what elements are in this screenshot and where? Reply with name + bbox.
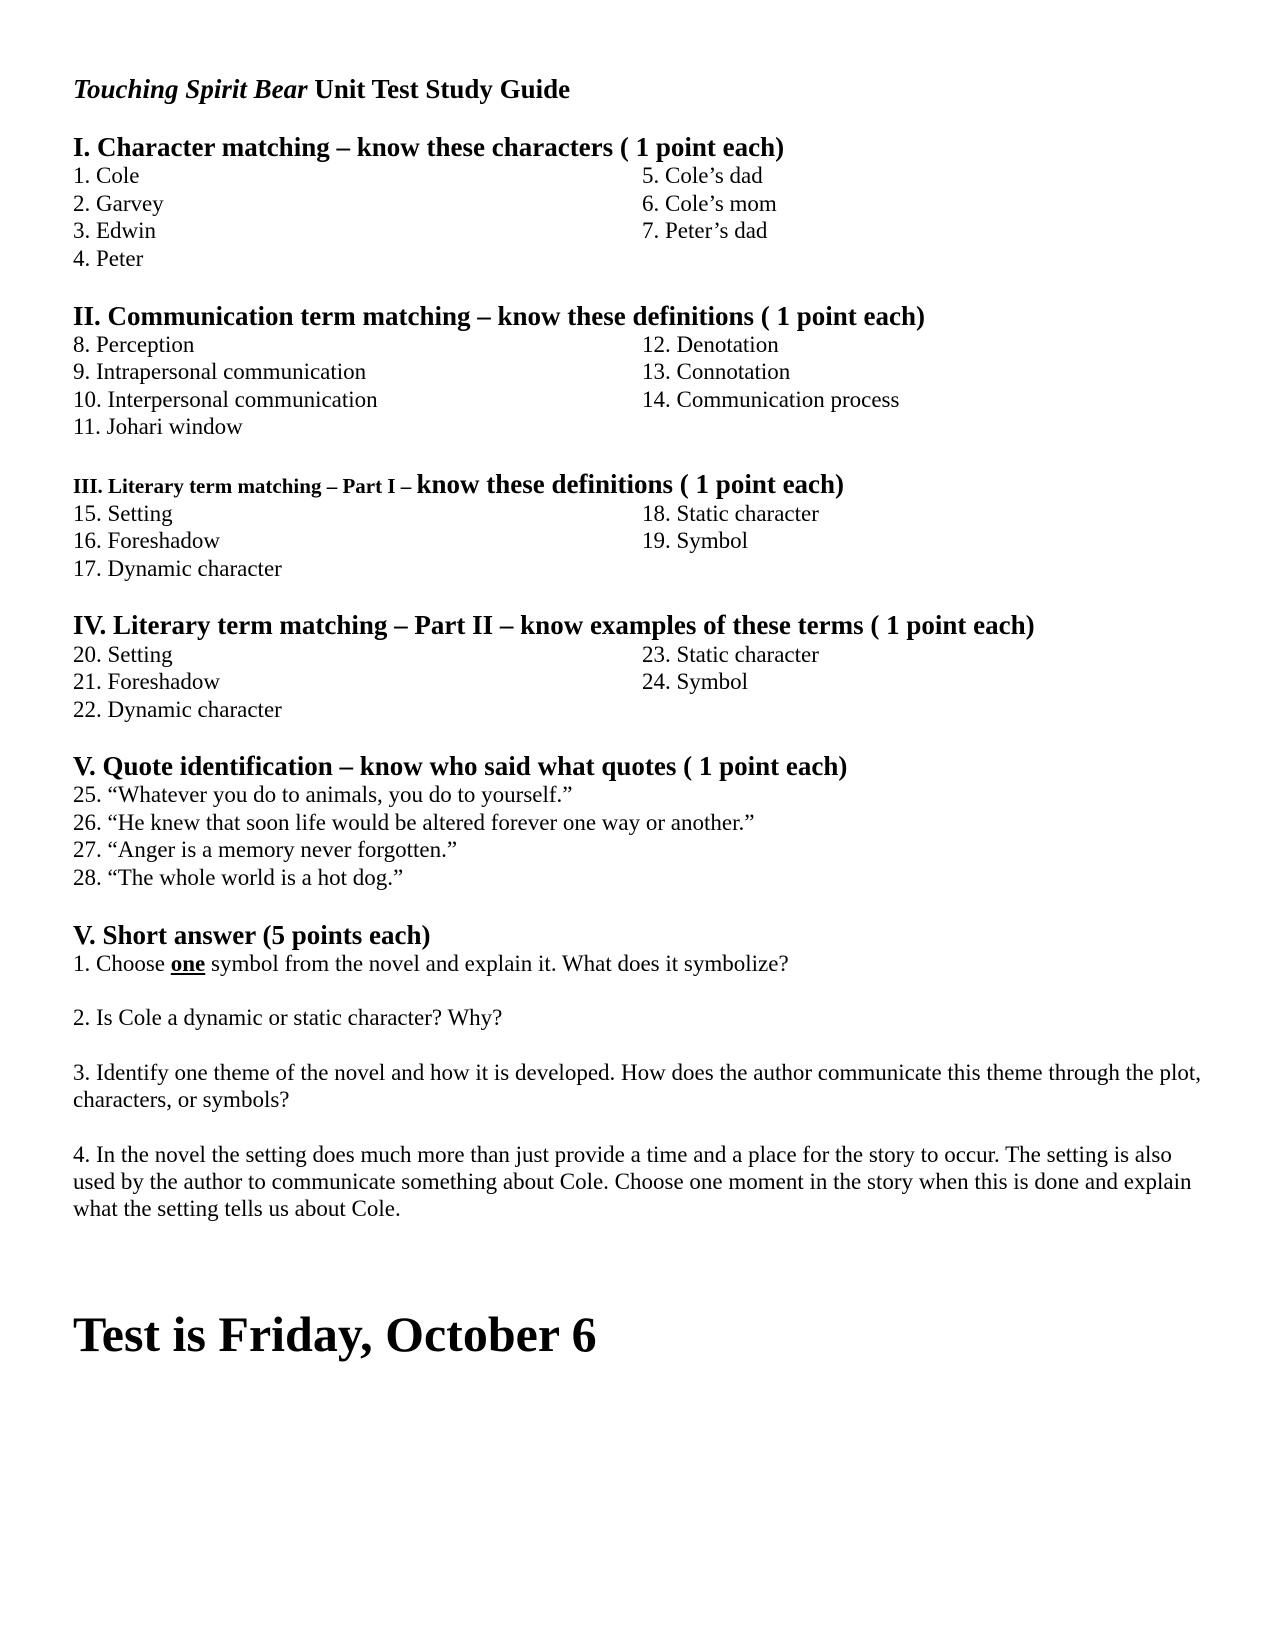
list-item: 20. Setting	[73, 642, 173, 667]
document-title	[73, 72, 570, 106]
q1-text-start: 1. Choose	[73, 951, 171, 976]
list-item: 23. Static character	[642, 642, 819, 667]
list-item: 11. Johari window	[73, 414, 243, 439]
quote-item: 26. “He knew that soon life would be altered forever one way or another.”	[73, 810, 755, 835]
short-answer-question-4: 4. In the novel the setting does much more than just provide a time and a place for the story to occur. The setting is also used by the author to communicate something about Cole. Choose one moment in the story when this is done and explain what the setting tells us about Cole.	[73, 1142, 1192, 1221]
short-answer-heading: V. Short answer (5 points each)	[73, 920, 431, 950]
q1-text-end: symbol from the novel and explain it. What does it symbolize?	[205, 951, 789, 976]
test-date-banner: Test is Friday, October 6	[73, 1306, 597, 1362]
list-item: 24. Symbol	[642, 669, 749, 694]
list-item: 15. Setting	[73, 501, 173, 526]
list-item: 9. Intrapersonal communication	[73, 359, 367, 384]
list-item: 3. Edwin	[73, 218, 157, 243]
list-item: 13. Connotation	[642, 359, 791, 384]
list-item: 22. Dynamic character	[73, 697, 282, 722]
list-item: 1. Cole	[73, 163, 140, 188]
section-1-heading: I. Character matching – know these characters ( 1 point each)	[73, 132, 785, 162]
section-4-heading: IV. Literary term matching – Part II – know examples of these terms ( 1 point each)	[73, 610, 1035, 640]
section-2-heading: II. Communication term matching – know these definitions ( 1 point each)	[73, 301, 926, 331]
list-item: 7. Peter’s dad	[642, 218, 768, 243]
q1-emphasis: one	[170, 951, 206, 976]
list-item: 12. Denotation	[642, 332, 779, 357]
short-answer-question-3: 3. Identify one theme of the novel and how it is developed. How does the author communicate this theme through the plot, characters, or symbols?	[73, 1060, 1202, 1112]
title-rest: Unit Test Study Guide	[307, 74, 571, 104]
title-book-name: Touching Spirit Bear	[73, 74, 308, 104]
list-item: 8. Perception	[73, 332, 195, 357]
list-item: 17. Dynamic character	[73, 556, 282, 581]
list-item: 19. Symbol	[642, 528, 749, 553]
list-item: 2. Garvey	[73, 191, 164, 216]
quote-item: 25. “Whatever you do to animals, you do to yourself.”	[73, 782, 573, 807]
list-item: 16. Foreshadow	[73, 528, 220, 553]
section-3-heading-part: III. Literary term matching – Part I –	[73, 474, 417, 498]
list-item: 6. Cole’s mom	[642, 191, 777, 216]
quote-item: 28. “The whole world is a hot dog.”	[73, 865, 404, 890]
list-item: 10. Interpersonal communication	[73, 387, 378, 412]
list-item: 21. Foreshadow	[73, 669, 220, 694]
section-3-heading	[73, 467, 844, 503]
quote-item: 27. “Anger is a memory never forgotten.”	[73, 837, 458, 862]
short-answer-question-1	[73, 950, 789, 978]
section-5-heading: V. Quote identification – know who said what quotes ( 1 point each)	[73, 751, 848, 781]
list-item: 5. Cole’s dad	[642, 163, 763, 188]
section-3-heading-rest: know these definitions ( 1 point each)	[416, 469, 845, 499]
list-item: 18. Static character	[642, 501, 819, 526]
list-item: 4. Peter	[73, 246, 144, 271]
short-answer-question-2: 2. Is Cole a dynamic or static character? Why?	[73, 1005, 503, 1030]
list-item: 14. Communication process	[642, 387, 900, 412]
